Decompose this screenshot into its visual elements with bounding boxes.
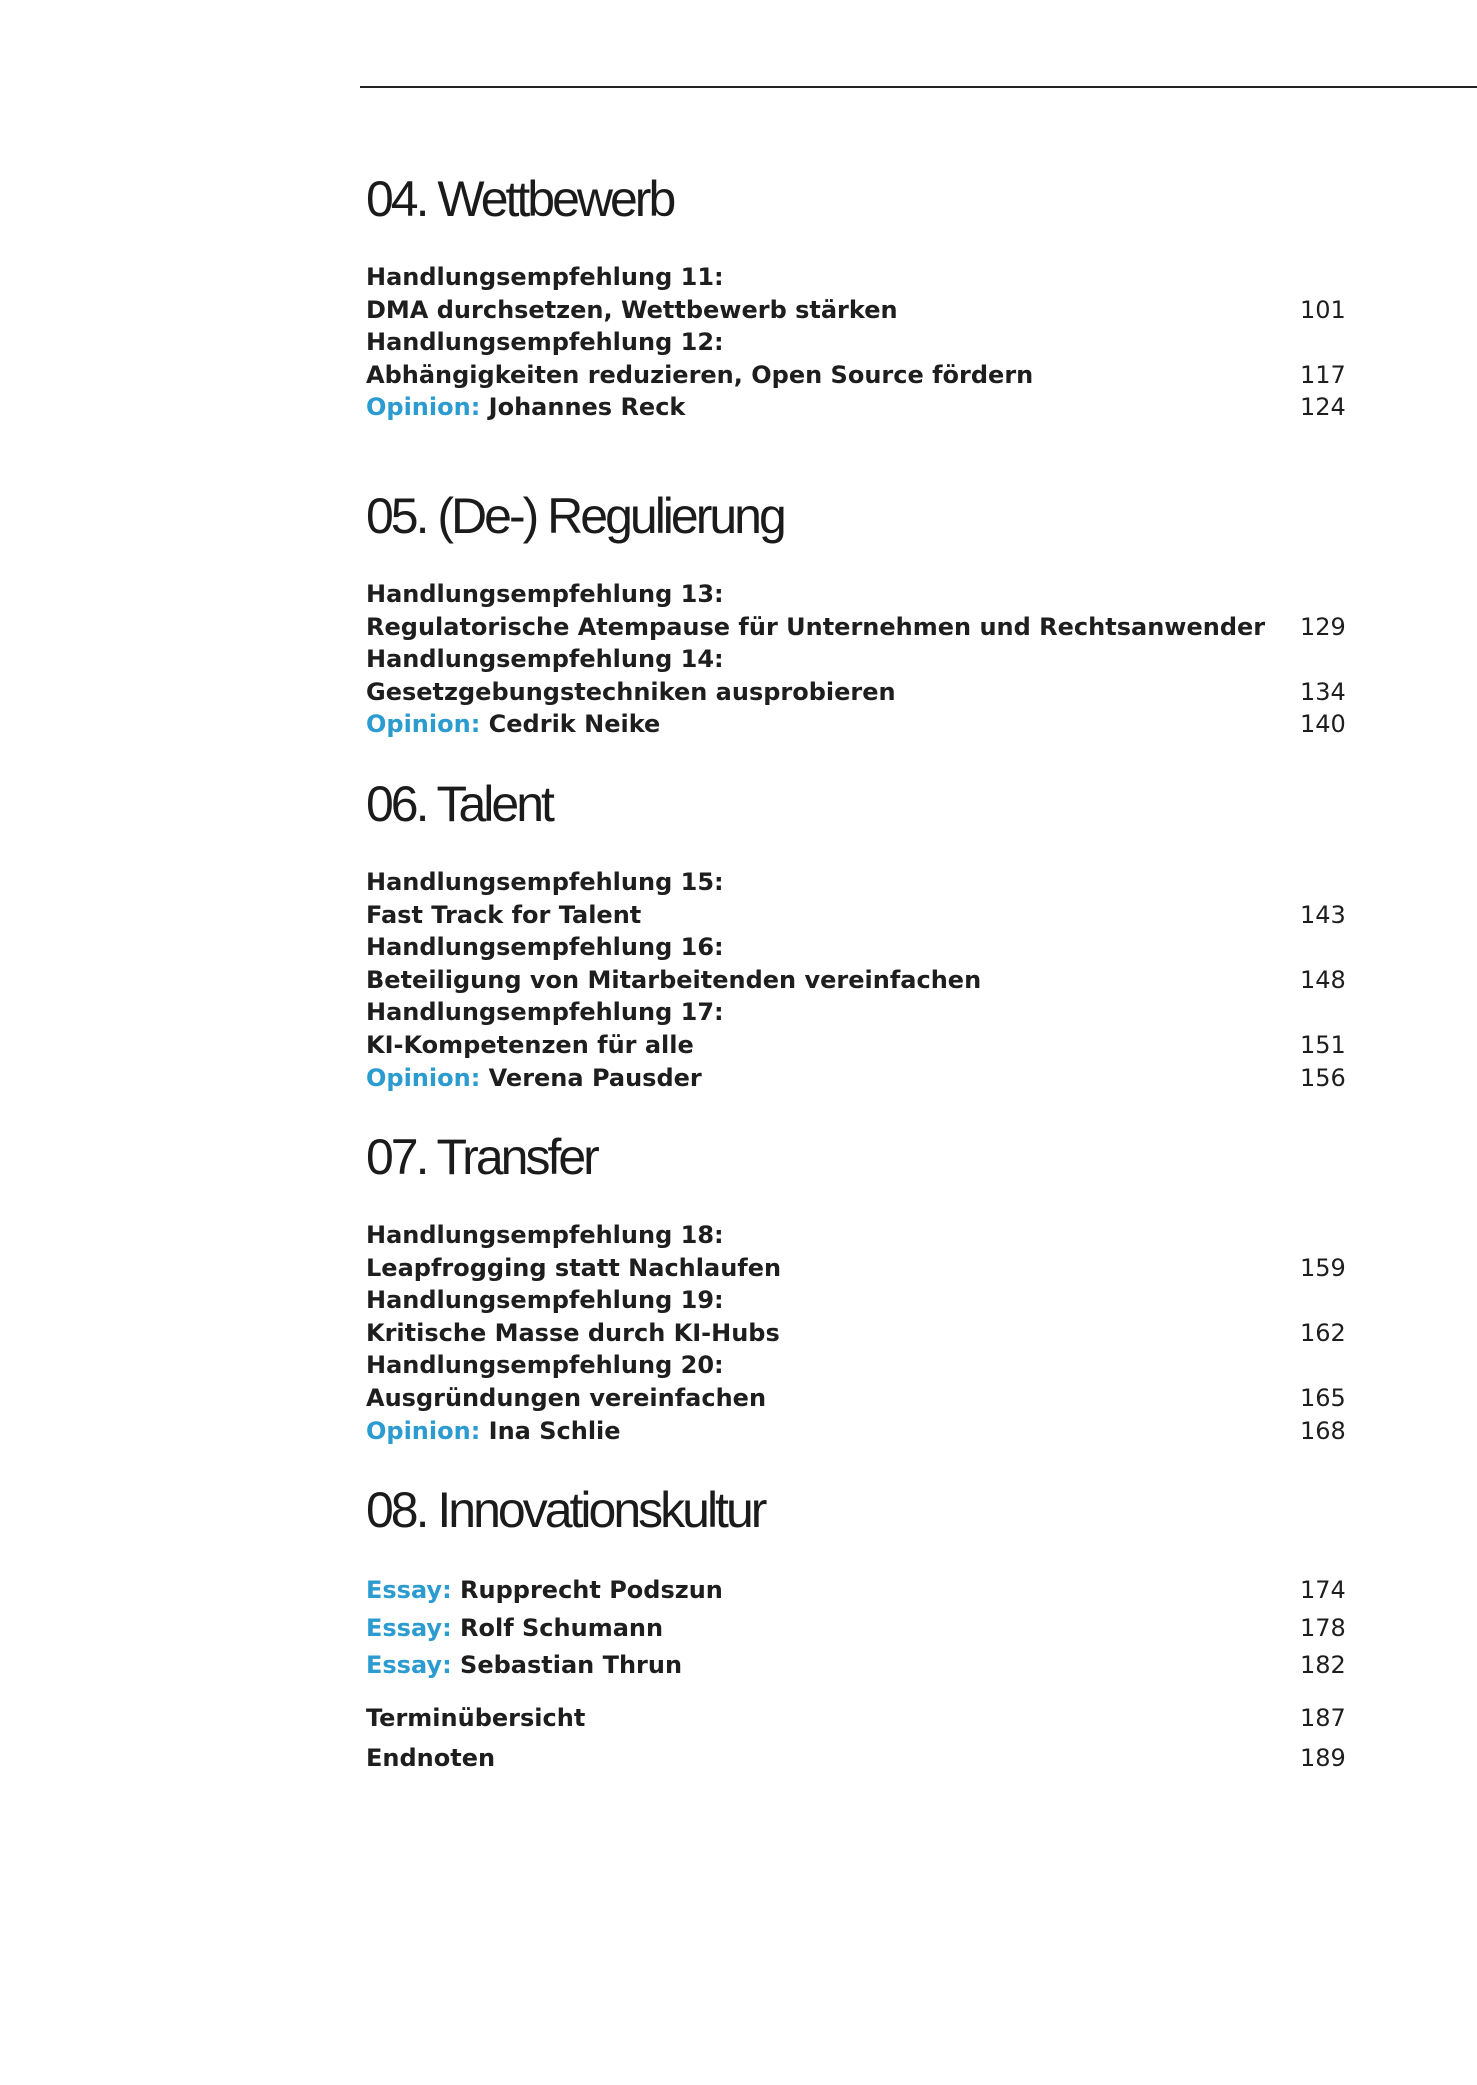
toc-entry[interactable] <box>366 294 1346 327</box>
toc-entry[interactable] <box>366 676 1346 709</box>
section-title: 06. Talent <box>366 776 552 832</box>
entry-label: Rupprecht Podszun <box>460 1576 723 1604</box>
page-number: 178 <box>1300 1613 1346 1642</box>
page-number: 124 <box>1300 393 1346 422</box>
toc-entry-opinion[interactable] <box>366 1062 1346 1095</box>
entry-label: Handlungsempfehlung 20: <box>366 1351 724 1380</box>
entry-label: Handlungsempfehlung 16: <box>366 933 724 962</box>
toc-entry[interactable] <box>366 643 1346 676</box>
page-number: 189 <box>1300 1744 1346 1772</box>
entry-type-label: Essay: <box>366 1651 452 1679</box>
toc-misc-entries <box>366 1698 1346 1778</box>
entry-type-label: Essay: <box>366 1576 452 1604</box>
page-number: 148 <box>1300 965 1346 994</box>
entry-label: Johannes Reck <box>488 393 686 422</box>
toc-entry[interactable] <box>366 1382 1346 1415</box>
toc-entry[interactable] <box>366 866 1346 899</box>
toc-entry-opinion[interactable] <box>366 708 1346 741</box>
page-number: 162 <box>1300 1318 1346 1347</box>
page-number: 174 <box>1300 1576 1346 1604</box>
entry-label: Handlungsempfehlung 17: <box>366 998 724 1027</box>
entry-label: Sebastian Thrun <box>460 1651 683 1679</box>
entry-label: Cedrik Neike <box>488 710 661 739</box>
toc-section-transfer <box>366 1129 1346 1447</box>
page-number: 182 <box>1300 1651 1346 1679</box>
header-rule <box>360 86 1477 88</box>
section-title: 07. Transfer <box>366 1129 597 1185</box>
section-title: 08. Innovationskultur <box>366 1482 765 1538</box>
entry-label: Fast Track for Talent <box>366 900 642 929</box>
entry-label: Regulatorische Atempause für Unternehmen und Rechtsanwender <box>366 612 1266 641</box>
entry-label: Endnoten <box>366 1744 496 1772</box>
page-number: 101 <box>1300 295 1346 324</box>
entry-label: Abhängigkeiten reduzieren, Open Source fördern <box>366 360 1034 389</box>
toc-section-talent <box>366 776 1346 1094</box>
toc-entry[interactable] <box>366 359 1346 392</box>
toc-entry-essay[interactable] <box>366 1572 1346 1610</box>
toc-entry[interactable] <box>366 1349 1346 1382</box>
entry-label: Ina Schlie <box>488 1416 621 1445</box>
toc-entry[interactable] <box>366 326 1346 359</box>
page-number: 140 <box>1300 710 1346 739</box>
entry-label: KI-Kompetenzen für alle <box>366 1030 694 1059</box>
toc-entry[interactable] <box>366 1252 1346 1285</box>
entry-label: Verena Pausder <box>488 1063 702 1092</box>
entry-type-label: Essay: <box>366 1613 452 1642</box>
page-number: 165 <box>1300 1383 1346 1412</box>
entry-label: Beteiligung von Mitarbeitenden vereinfachen <box>366 965 982 994</box>
entry-label: Handlungsempfehlung 12: <box>366 328 724 357</box>
entry-type-label: Opinion: <box>366 1416 481 1445</box>
entry-type-label: Opinion: <box>366 710 481 739</box>
toc-entry[interactable] <box>366 996 1346 1029</box>
entry-label: Gesetzgebungstechniken ausprobieren <box>366 677 896 706</box>
page-number: 187 <box>1300 1704 1346 1732</box>
toc-entry[interactable] <box>366 578 1346 611</box>
toc-entry-essay[interactable] <box>366 1647 1346 1685</box>
page-number: 159 <box>1300 1253 1346 1282</box>
toc-entry[interactable] <box>366 611 1346 644</box>
entry-label: Rolf Schumann <box>460 1613 664 1642</box>
entry-label: Handlungsempfehlung 15: <box>366 868 724 896</box>
entry-label: Handlungsempfehlung 13: <box>366 580 724 608</box>
toc-entry[interactable] <box>366 1219 1346 1252</box>
entry-label: Leapfrogging statt Nachlaufen <box>366 1253 782 1282</box>
toc-section-regulierung <box>366 488 1346 741</box>
toc-entry[interactable] <box>366 899 1346 932</box>
section-entries <box>366 578 1346 741</box>
page-number: 168 <box>1300 1416 1346 1445</box>
toc-section-innovationskultur <box>366 1482 1346 1685</box>
entry-label: DMA durchsetzen, Wettbewerb stärken <box>366 295 898 324</box>
entry-label: Handlungsempfehlung 19: <box>366 1286 724 1315</box>
toc-entry-endnoten[interactable] <box>366 1738 1346 1778</box>
page-number: 156 <box>1300 1063 1346 1092</box>
toc-entry[interactable] <box>366 1317 1346 1350</box>
entry-label: Ausgründungen vereinfachen <box>366 1383 767 1412</box>
section-entries <box>366 866 1346 1094</box>
toc-entry-essay[interactable] <box>366 1610 1346 1648</box>
page-number: 117 <box>1300 360 1346 389</box>
toc-entry[interactable] <box>366 931 1346 964</box>
entry-label: Handlungsempfehlung 11: <box>366 263 724 291</box>
toc-entry-opinion[interactable] <box>366 1415 1346 1448</box>
entry-label: Kritische Masse durch KI-Hubs <box>366 1318 780 1347</box>
page-number: 151 <box>1300 1030 1346 1059</box>
toc-entry[interactable] <box>366 964 1346 997</box>
entry-type-label: Opinion: <box>366 393 481 422</box>
toc-entry[interactable] <box>366 1284 1346 1317</box>
entry-type-label: Opinion: <box>366 1063 481 1092</box>
page-number: 143 <box>1300 900 1346 929</box>
section-entries <box>366 1219 1346 1447</box>
page-number: 134 <box>1300 677 1346 706</box>
entry-label: Handlungsempfehlung 14: <box>366 645 724 674</box>
entry-label: Handlungsempfehlung 18: <box>366 1221 724 1249</box>
section-entries <box>366 261 1346 424</box>
section-title: 04. Wettbewerb <box>366 171 674 227</box>
toc-entry[interactable] <box>366 261 1346 294</box>
section-title: 05. (De-) Regulierung <box>366 488 784 544</box>
page-number: 129 <box>1300 612 1346 641</box>
toc-entry[interactable] <box>366 1029 1346 1062</box>
toc-entry-terminuebersicht[interactable] <box>366 1698 1346 1738</box>
toc-section-wettbewerb <box>366 171 1346 424</box>
section-entries <box>366 1572 1346 1685</box>
entry-label: Terminübersicht <box>366 1704 586 1732</box>
toc-entry-opinion[interactable] <box>366 391 1346 424</box>
